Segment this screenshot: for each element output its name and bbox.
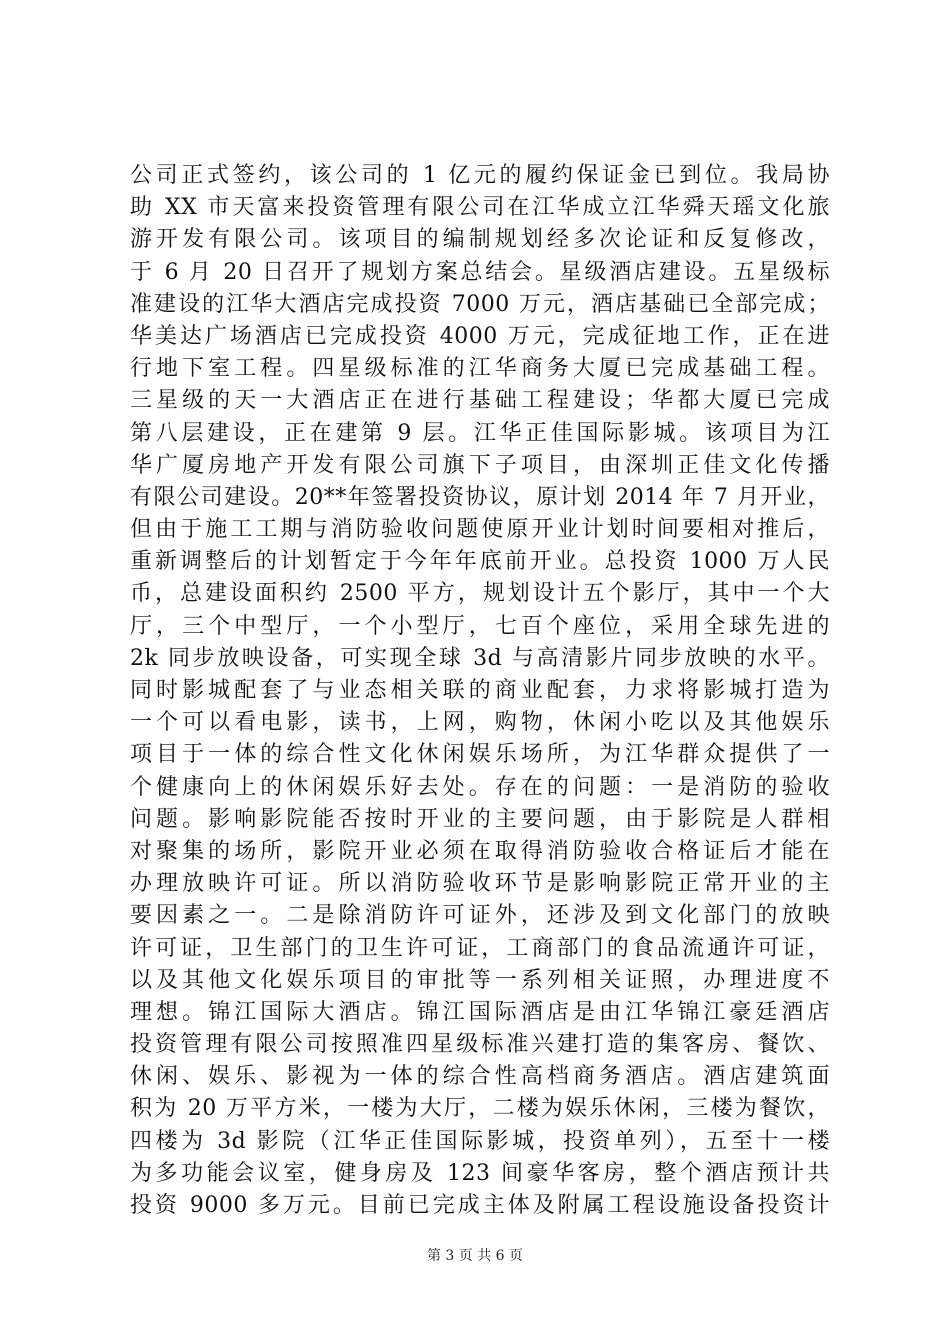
text-line: 四楼为 3d 影院（江华正佳国际影城，投资单列），五至十一楼 (130, 1128, 830, 1154)
text-line: 于 6 月 20 日召开了规划方案总结会。星级酒店建设。五星级标 (130, 259, 830, 285)
text-line: 投资管理有限公司按照准四星级标准兴建打造的集客房、餐饮、 (130, 1032, 830, 1058)
text-line: 对聚集的场所，影院开业必须在取得消防验收合格证后才能在 (130, 838, 830, 864)
page-number-footer: 第 3 页 共 6 页 (426, 1248, 524, 1264)
text-line: 要因素之一。二是除消防许可证外，还涉及到文化部门的放映 (130, 903, 830, 929)
text-line: 问题。影响影院能否按时开业的主要问题，由于影院是人群相 (130, 806, 830, 832)
text-line: 助 XX 市天富来投资管理有限公司在江华成立江华舜天瑶文化旅 (130, 195, 830, 221)
text-line: 币，总建设面积约 2500 平方，规划设计五个影厅，其中一个大 (130, 581, 830, 607)
body-text (130, 160, 830, 1222)
text-line: 公司正式签约，该公司的 1 亿元的履约保证金已到位。我局协 (130, 163, 830, 188)
text-line: 积为 20 万平方米，一楼为大厅，二楼为娱乐休闲，三楼为餐饮， (130, 1096, 830, 1122)
text-line: 休闲、娱乐、影视为一体的综合性高档商务酒店。酒店建筑面 (130, 1064, 830, 1090)
text-line: 游开发有限公司。该项目的编制规划经多次论证和反复修改， (130, 227, 830, 253)
text-line: 一个可以看电影，读书，上网，购物，休闲小吃以及其他娱乐 (130, 710, 830, 736)
text-line: 许可证，卫生部门的卫生许可证，工商部门的食品流通许可证， (130, 935, 830, 961)
text-line: 个健康向上的休闲娱乐好去处。存在的问题：一是消防的验收 (130, 774, 830, 800)
text-line: 2k 同步放映设备，可实现全球 3d 与高清影片同步放映的水平。 (130, 645, 830, 671)
text-line: 行地下室工程。四星级标准的江华商务大厦已完成基础工程。 (130, 356, 830, 382)
text-line: 为多功能会议室，健身房及 123 间豪华客房，整个酒店预计共 (130, 1160, 830, 1186)
text-line: 但由于施工工期与消防验收问题使原开业计划时间要相对推后， (130, 517, 830, 543)
text-line: 以及其他文化娱乐项目的审批等一系列相关证照，办理进度不 (130, 967, 830, 993)
text-line: 有限公司建设。20**年签署投资协议，原计划 2014 年 7 月开业， (130, 484, 830, 510)
text-line: 办理放映许可证。所以消防验收环节是影响影院正常开业的主 (130, 871, 830, 897)
text-line: 投资 9000 多万元。目前已完成主体及附属工程设施设备投资计 (130, 1193, 830, 1218)
text-line: 华广厦房地产开发有限公司旗下子项目，由深圳正佳文化传播 (130, 452, 830, 478)
text-line: 三星级的天一大酒店正在进行基础工程建设；华都大厦已完成 (130, 388, 830, 414)
text-line: 第八层建设，正在建第 9 层。江华正佳国际影城。该项目为江 (130, 420, 830, 446)
text-line: 厅，三个中型厅，一个小型厅，七百个座位，采用全球先进的 (130, 613, 830, 639)
text-line: 项目于一体的综合性文化休闲娱乐场所，为江华群众提供了一 (130, 742, 830, 768)
text-line: 华美达广场酒店已完成投资 4000 万元，完成征地工作，正在进 (130, 323, 830, 349)
text-line: 重新调整后的计划暂定于今年年底前开业。总投资 1000 万人民 (130, 549, 830, 575)
text-line: 理想。锦江国际大酒店。锦江国际酒店是由江华锦江豪廷酒店 (130, 999, 830, 1025)
text-line: 同时影城配套了与业态相关联的商业配套，力求将影城打造为 (130, 678, 830, 703)
text-line: 准建设的江华大酒店完成投资 7000 万元，酒店基础已全部完成； (130, 291, 830, 317)
